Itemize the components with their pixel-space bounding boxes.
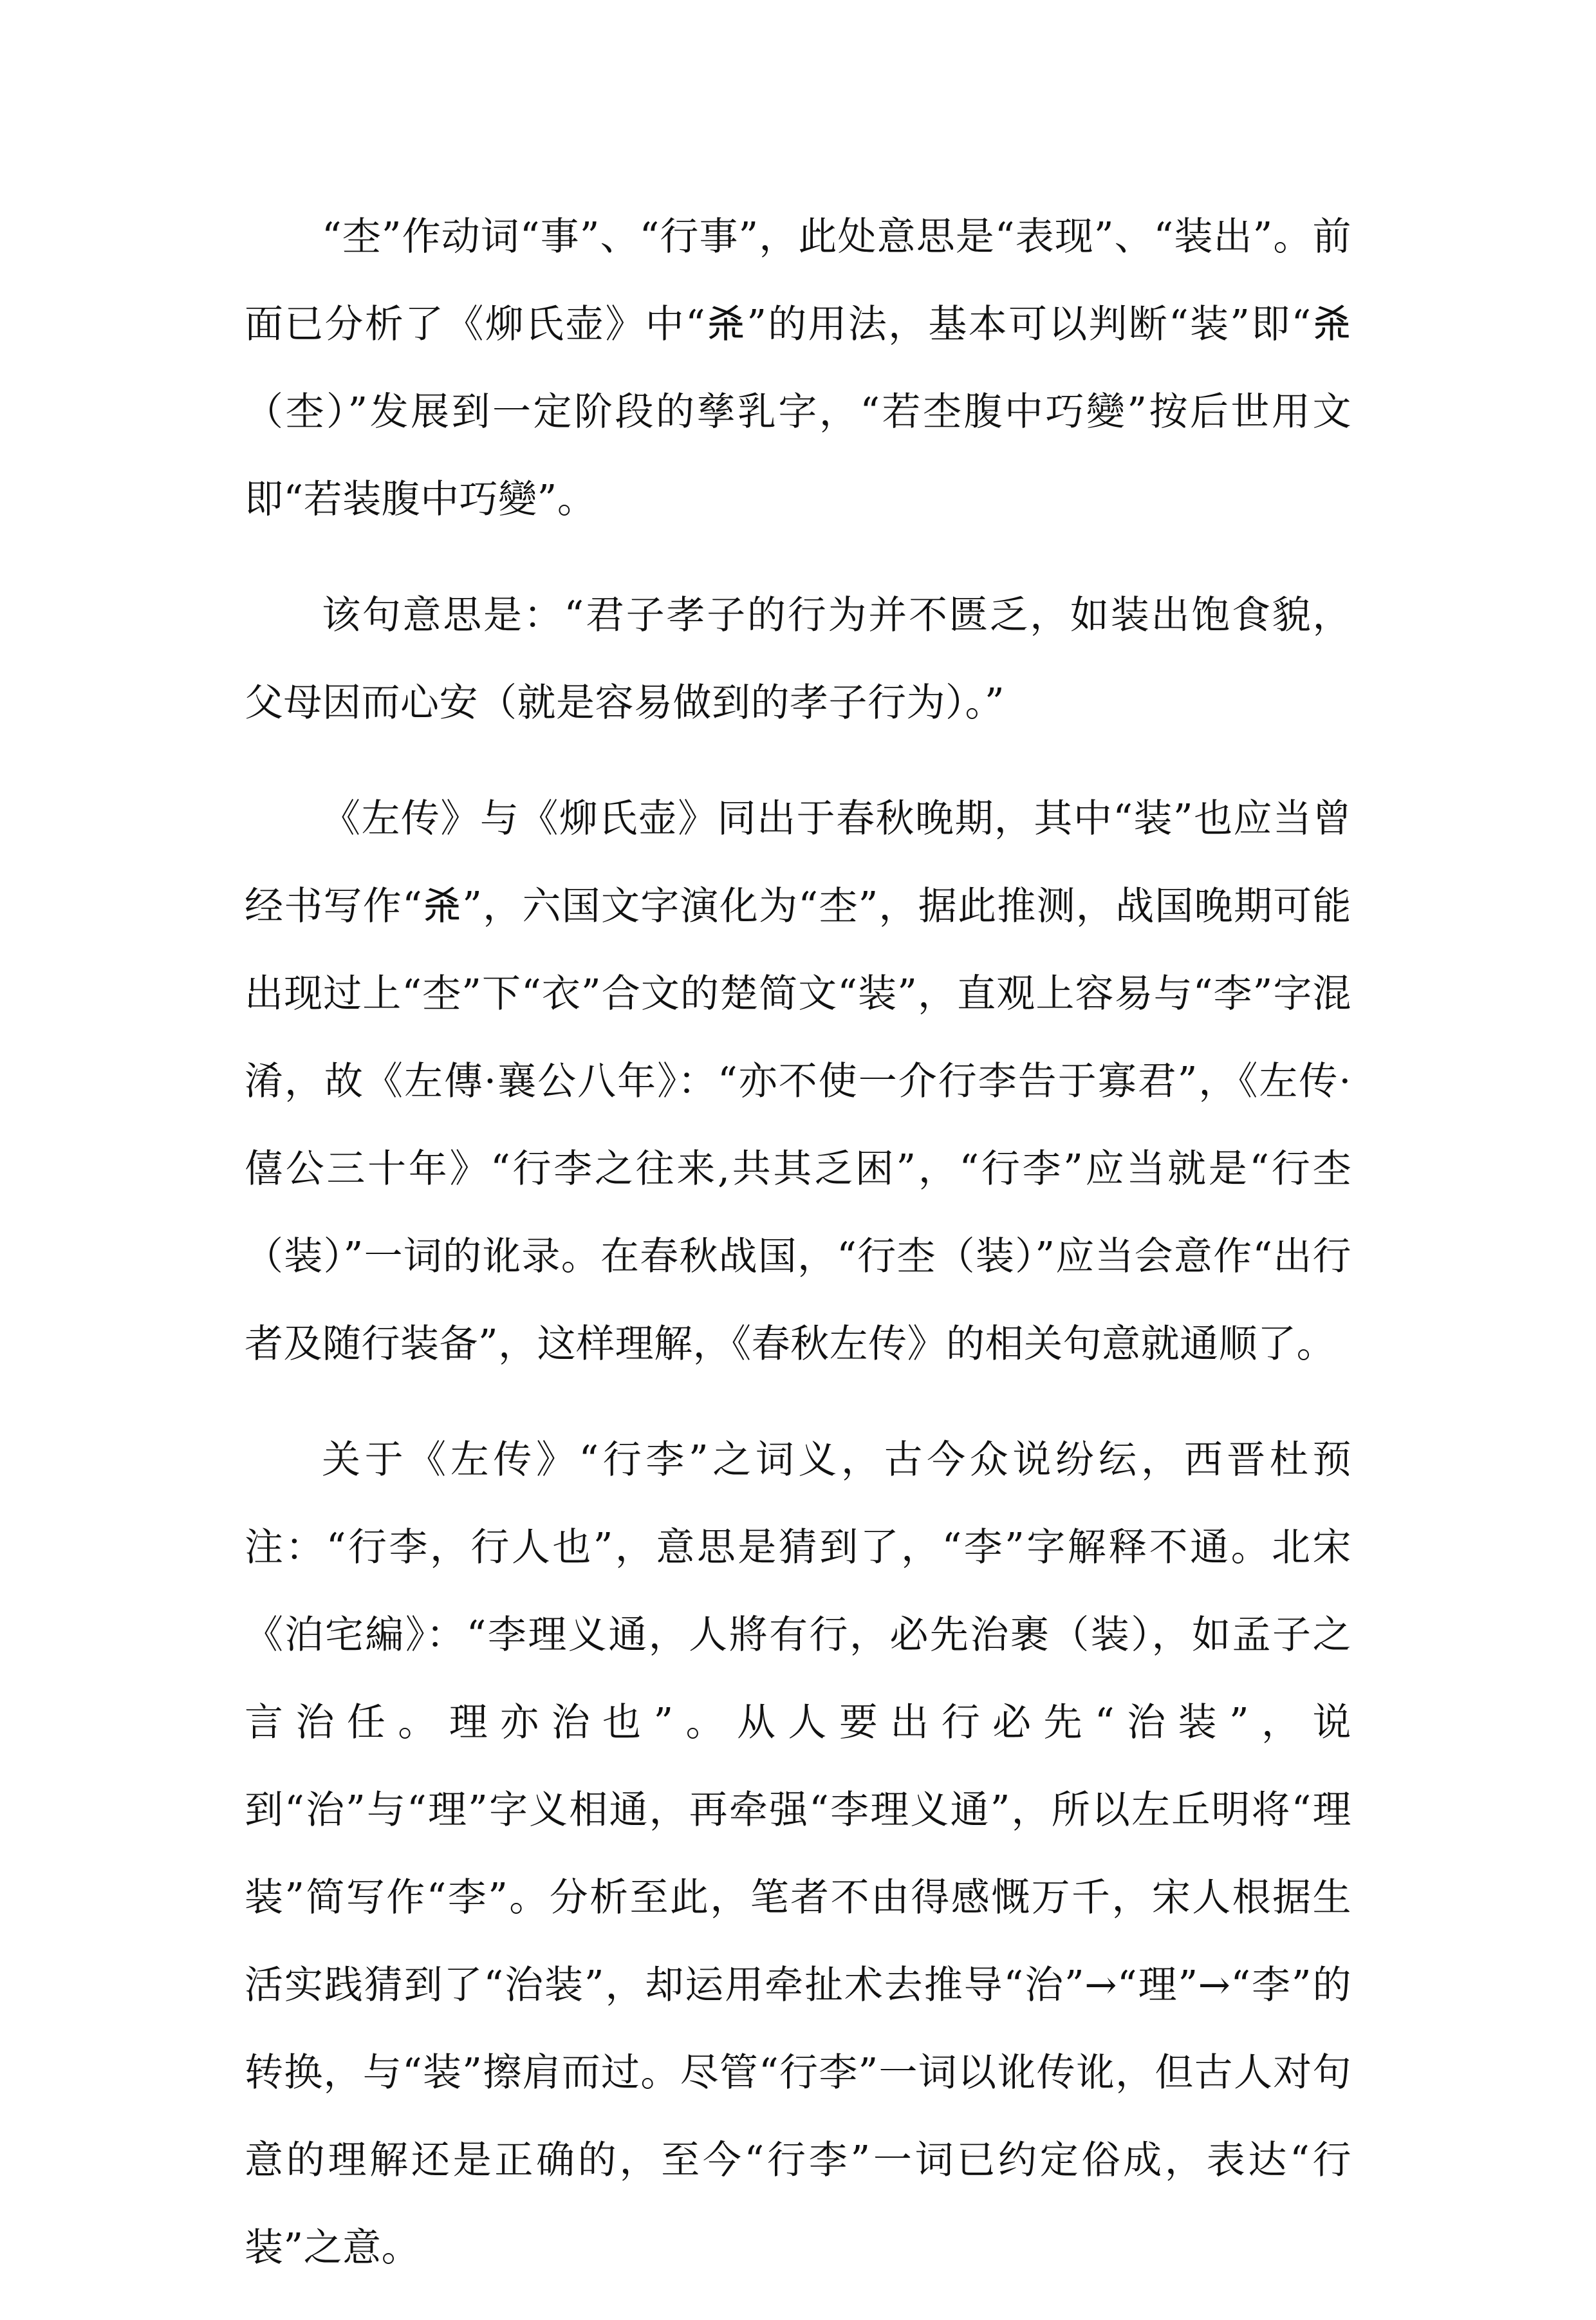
paragraph-4: 关于《左传》“行李”之词义，古今众说纷纭，西晋杜预注：“行李，行人也”，意思是猜到了，“李”字解释不通。北宋《泊宅編》：“李理义通，人將有行，必先治裹（装），如孟子之言治任。理亦治也”。从人要出行必先“治装”，说到“治”与“理”字义相通，再牵强“李理义通”，所以左丘明将“理装”简写作“李”。分析至此，笔者不由得感慨万千，宋人根据生活实践猜到了“治装”，却运用牵扯术去推导“治”→“理”→“李”的转换，与“装”擦肩而过。尽管“行李”一词以讹传讹，但古人对句意的理解还是正确的，至今“行李”一词已约定俗成，表达“行装”之意。 <box>245 1437 1351 2270</box>
paragraph-3: 《左传》与《㶯氏壶》同出于春秋晚期，其中“装”也应当曾经书写作“𣏂”，六国文字演化为“杢”，据此推测，战国晚期可能出现过上“杢”下“衣”合文的楚简文“装”，直观上容易与“李”字混淆，故《左傳·襄公八年》：“亦不使一介行李告于寡君”，《左传·僖公三十年》“行李之往来,共其乏困”，“行李”应当就是“行杢（装）”一词的讹录。在春秋战国，“行杢（装）”应当会意作“出行者及随行装备”，这样理解，《春秋左传》的相关句意就通顺了。 <box>245 796 1351 1367</box>
paragraph-1: “杢”作动词“事”、“行事”，此处意思是“表现”、“装出”。前面已分析了《㶯氏壶》中“𣏂”的用法，基本可以判断“装”即“𣏂（杢）”发展到一定阶段的孳乳字，“若杢腹中巧變”按后世用文即“若装腹中巧變”。 <box>245 214 1351 522</box>
document-page <box>245 193 1351 2320</box>
paragraph-2: 该句意思是：“君子孝子的行为并不匮乏，如装出饱食貌，父母因而心安（就是容易做到的孝子行为）。” <box>245 593 1351 725</box>
